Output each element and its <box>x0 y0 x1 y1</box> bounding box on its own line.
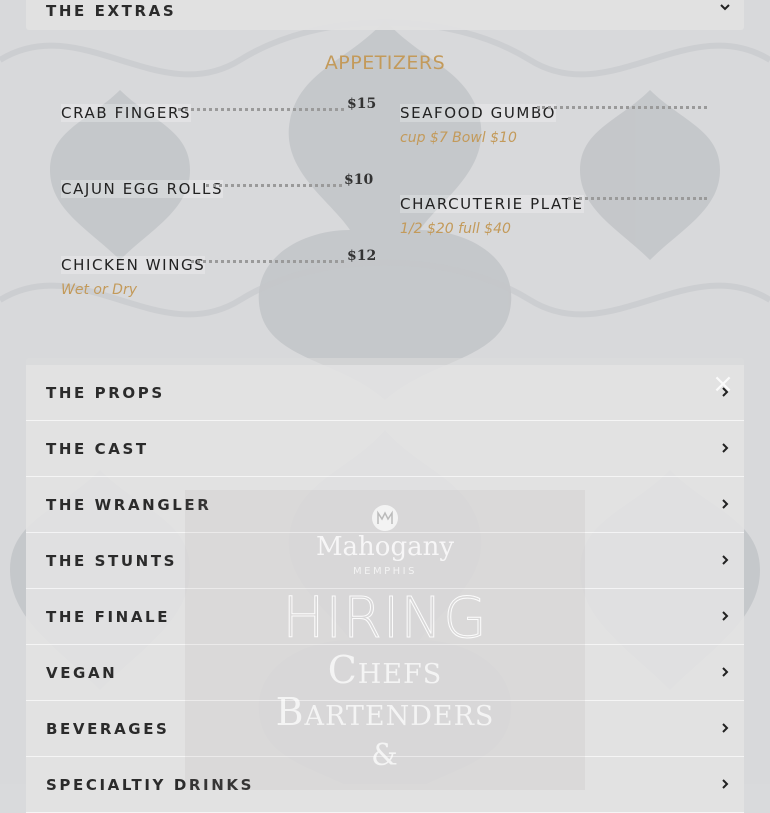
accordion-label: THE PROPS <box>46 384 165 402</box>
accordion-label: BEVERAGES <box>46 720 170 738</box>
close-icon[interactable]: × <box>712 369 734 399</box>
accordion-label: SPECIALTIY DRINKS <box>46 776 254 794</box>
accordion-the-extras[interactable] <box>26 0 744 30</box>
promo-line-chefs: Chefs <box>327 648 443 692</box>
item-price: $10 <box>344 172 374 188</box>
promo-line-bartenders: Bartenders <box>275 690 495 734</box>
chevron-right-icon <box>722 499 730 509</box>
item-name: CAJUN EGG ROLLS <box>61 180 224 198</box>
leader-dots <box>191 260 344 263</box>
item-price: $15 <box>347 96 377 112</box>
chevron-down-icon <box>720 4 730 12</box>
accordion-label: THE EXTRAS <box>46 2 177 20</box>
menu-item-cajun-egg-rolls <box>61 180 223 198</box>
chevron-right-icon <box>722 443 730 453</box>
accordion-label: VEGAN <box>46 664 118 682</box>
accordion-label: THE FINALE <box>46 608 171 626</box>
logo-icon <box>371 504 399 532</box>
menu-item-crab-fingers <box>61 104 191 122</box>
accordion-label: THE STUNTS <box>46 552 178 570</box>
item-name: CRAB FINGERS <box>61 104 192 122</box>
leader-dots <box>178 108 344 111</box>
item-name: CHARCUTERIE PLATE <box>400 195 584 213</box>
accordion-label: THE CAST <box>46 440 149 458</box>
accordion-label: THE WRANGLER <box>46 496 212 514</box>
accordion-the-props[interactable] <box>26 365 744 421</box>
menu-item-charcuterie-plate <box>400 195 584 237</box>
chevron-right-icon <box>722 779 730 789</box>
leader-dots <box>537 106 707 109</box>
item-description: Wet or Dry <box>61 282 137 298</box>
menu-item-chicken-wings <box>61 256 205 298</box>
leader-dots <box>568 197 707 200</box>
logo-subtitle: MEMPHIS <box>353 566 417 577</box>
menu-item-seafood-gumbo <box>400 104 556 146</box>
item-name: CHICKEN WINGS <box>61 256 206 274</box>
logo-name: Mahogany <box>315 532 455 562</box>
item-name: SEAFOOD GUMBO <box>400 104 556 122</box>
item-price: $12 <box>347 248 377 264</box>
promo-line-ampersand: & <box>371 738 399 773</box>
leader-dots <box>206 184 342 187</box>
accordion-the-cast[interactable] <box>26 421 744 477</box>
item-description: cup $7 Bowl $10 <box>400 130 517 146</box>
section-title: APPETIZERS <box>324 52 446 74</box>
hiring-headline: HIRING <box>282 586 488 651</box>
item-description: 1/2 $20 full $40 <box>400 221 511 237</box>
